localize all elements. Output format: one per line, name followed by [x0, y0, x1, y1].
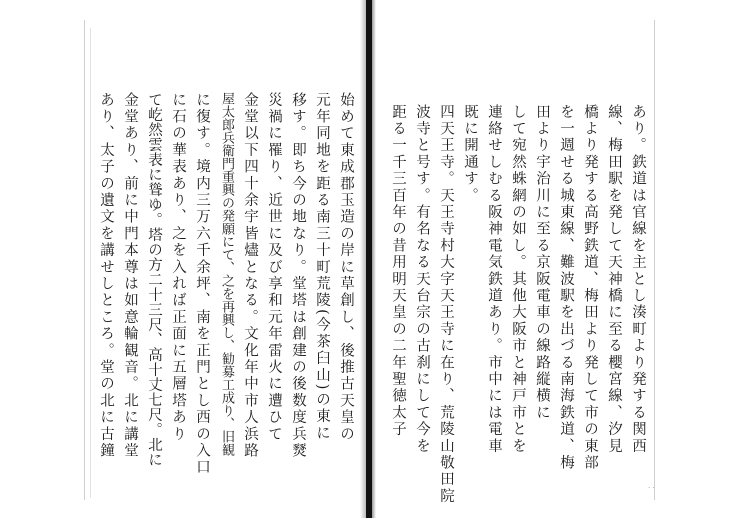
left-page-edge	[84, 20, 85, 500]
left-column-7: に復す。境内三万六千余坪、南を正門とし西の入口	[194, 92, 210, 477]
left-column-10: 金堂あり、前に中門本尊は如意輪観音。北に講堂	[122, 92, 138, 460]
left-column-4: 災禍に罹り、近世に及び享和元年雷火に遭ひて	[266, 92, 282, 443]
left-page-inner-edge	[90, 28, 91, 498]
left-column-6: 屋太郎兵衛門重興の発願にて、之を再興し、勧募工成り、旧観	[219, 92, 234, 456]
left-column-5: 金堂以下四十余宇皆燼となる。文化年中市人浜路	[242, 92, 258, 460]
right-column-6: して宛然蛛網の如し。其他大阪市と神戸市とを	[510, 104, 526, 455]
left-column-2: 元年同地を距る南三十町荒陵(今茶臼山)の東に	[314, 92, 330, 442]
right-column-1: あり。鉄道は官線を主とし湊町より発する関西	[630, 104, 646, 455]
right-column-11: 距る一千三百年の昔用明天皇の二年聖徳太子	[390, 104, 406, 438]
right-column-7: 連絡せしむる阪神電気鉄道あり。市中には電車	[486, 104, 502, 455]
right-column-5: 田より宇治川に至る京阪電車の線路縦横に	[534, 104, 550, 422]
left-column-8: に石の華表あり、之を入れば正面に五層塔あり	[170, 92, 186, 443]
right-column-9: 四天王寺。天王寺村大字天王寺に在り、荒陵山敬田院	[438, 104, 454, 505]
right-column-2: 線、梅田駅を発して天神橋に至る櫻宮線、汐見	[606, 104, 622, 455]
left-column-11: あり、太子の遺文を講せしところ。堂の北に古鐘	[98, 92, 114, 460]
right-column-10: 波寺と号す。有名なる天台宗の古刹にして今を	[414, 104, 430, 455]
gutter-shadow-right	[372, 0, 376, 518]
right-column-4: を一週せる城東線、難波駅を出づる南海鉄道、梅	[558, 104, 574, 472]
right-page-edge	[654, 20, 655, 500]
right-column-8: 既に開通す。	[462, 104, 478, 205]
left-column-9: て屹然雲表に聳ゆ。塔の方二十三尺、高十丈七尺。北に	[146, 92, 162, 467]
footer-mark: · ·	[648, 484, 655, 492]
left-column-1: 始めて東成郡玉造の岸に草創し、後推古天皇の	[338, 92, 354, 443]
right-column-3: 橋より発する高野鉄道、梅田より発して市の東部	[582, 104, 598, 472]
left-column-3: 移す。即ち今の地なり。堂塔は創建の後数度兵燹	[290, 92, 306, 460]
